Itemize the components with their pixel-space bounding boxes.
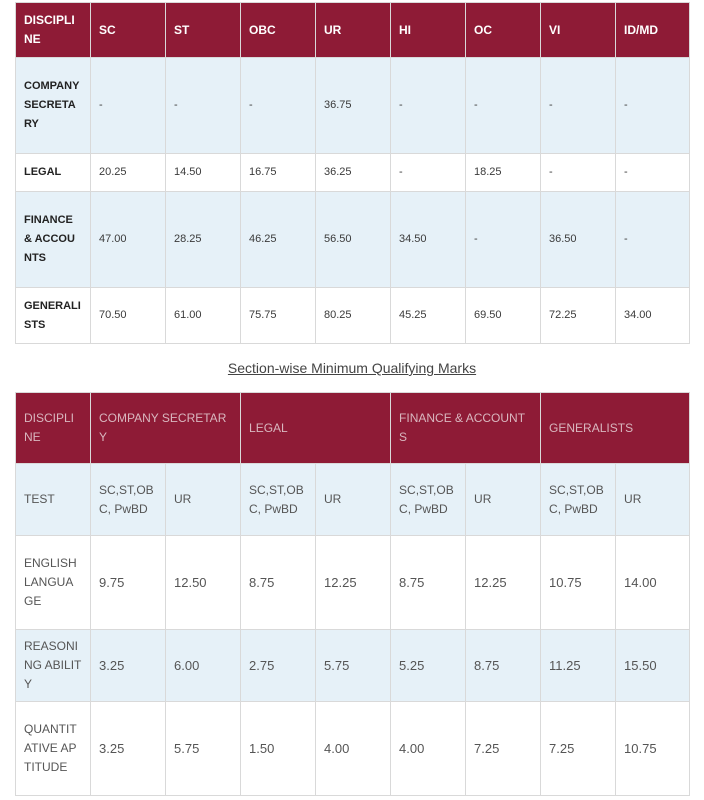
header-cell: OC <box>466 3 541 58</box>
table-cell: 15.50 <box>616 630 690 702</box>
table-cell: - <box>541 154 616 192</box>
subheader-cell: UR <box>616 464 690 536</box>
table-cell: 10.75 <box>616 702 690 796</box>
row-label: REASONING ABILITY <box>16 630 91 702</box>
table-cell: 80.25 <box>316 288 391 344</box>
table-row <box>16 464 690 536</box>
table-cell: 4.00 <box>391 702 466 796</box>
table-cell: 12.25 <box>316 536 391 630</box>
table-cell: 2.75 <box>241 630 316 702</box>
table-row <box>16 58 690 154</box>
header-cell: UR <box>316 3 391 58</box>
table-cell: 3.25 <box>91 702 166 796</box>
table-row <box>16 288 690 344</box>
subheader-cell: UR <box>466 464 541 536</box>
table-cell: 36.75 <box>316 58 391 154</box>
table-cell: 70.50 <box>91 288 166 344</box>
table-cell: - <box>466 58 541 154</box>
header-cell: LEGAL <box>241 393 391 464</box>
table-cell: - <box>616 154 690 192</box>
table-cell: - <box>241 58 316 154</box>
header-cell: COMPANY SECRETARY <box>91 393 241 464</box>
table-cell: 11.25 <box>541 630 616 702</box>
table-row <box>16 154 690 192</box>
table-cell: 12.25 <box>466 536 541 630</box>
table-cell: - <box>616 58 690 154</box>
table-cell: 14.50 <box>166 154 241 192</box>
table-cell: 5.75 <box>316 630 391 702</box>
table-cell: 72.25 <box>541 288 616 344</box>
row-label: FINANCE & ACCOUNTS <box>16 192 91 288</box>
row-label: LEGAL <box>16 154 91 192</box>
row-label: COMPANY SECRETARY <box>16 58 91 154</box>
header-cell: VI <box>541 3 616 58</box>
table-cell: 34.50 <box>391 192 466 288</box>
header-cell: ST <box>166 3 241 58</box>
table-cell: 46.25 <box>241 192 316 288</box>
header-cell: OBC <box>241 3 316 58</box>
table-cell: 8.75 <box>241 536 316 630</box>
table-cell: 47.00 <box>91 192 166 288</box>
table-row <box>16 536 690 630</box>
table-cell: 34.00 <box>616 288 690 344</box>
table-cell: 4.00 <box>316 702 391 796</box>
table-cell: 7.25 <box>541 702 616 796</box>
table-row <box>16 702 690 796</box>
table-cell: - <box>616 192 690 288</box>
table-cell: 69.50 <box>466 288 541 344</box>
table-cell: 6.00 <box>166 630 241 702</box>
caption-text: Section-wise Minimum Qualifying Marks <box>227 360 477 376</box>
category-cutoff-table <box>15 2 690 344</box>
table-cell: - <box>166 58 241 154</box>
table-cell: - <box>91 58 166 154</box>
table-cell: 7.25 <box>466 702 541 796</box>
table-cell: 3.25 <box>91 630 166 702</box>
table-cell: 16.75 <box>241 154 316 192</box>
table-cell: - <box>391 58 466 154</box>
table-cell: 61.00 <box>166 288 241 344</box>
row-label: QUANTITATIVE APTITUDE <box>16 702 91 796</box>
header-cell: HI <box>391 3 466 58</box>
row-label: ENGLISH LANGUAGE <box>16 536 91 630</box>
table-cell: 14.00 <box>616 536 690 630</box>
table-cell: 8.75 <box>391 536 466 630</box>
subheader-cell: SC,ST,OBC, PwBD <box>541 464 616 536</box>
table-cell: 1.50 <box>241 702 316 796</box>
table-cell: 28.25 <box>166 192 241 288</box>
table-cell: 5.75 <box>166 702 241 796</box>
table-cell: 18.25 <box>466 154 541 192</box>
header-cell: FINANCE & ACCOUNTS <box>391 393 541 464</box>
row-label: TEST <box>16 464 91 536</box>
table-cell: 10.75 <box>541 536 616 630</box>
subheader-cell: UR <box>166 464 241 536</box>
header-cell: SC <box>91 3 166 58</box>
table-cell: 56.50 <box>316 192 391 288</box>
table-cell: 45.25 <box>391 288 466 344</box>
header-cell: ID/MD <box>616 3 690 58</box>
table-cell: 36.50 <box>541 192 616 288</box>
subheader-cell: UR <box>316 464 391 536</box>
section-marks-table <box>15 392 690 796</box>
table-cell: - <box>541 58 616 154</box>
table-row <box>16 630 690 702</box>
header-cell: DISCIPLINE <box>16 3 91 58</box>
subheader-cell: SC,ST,OBC, PwBD <box>391 464 466 536</box>
section-caption <box>0 360 704 376</box>
table-cell: 5.25 <box>391 630 466 702</box>
table-cell: - <box>391 154 466 192</box>
header-cell: DISCIPLINE <box>16 393 91 464</box>
table-cell: 75.75 <box>241 288 316 344</box>
table-cell: 12.50 <box>166 536 241 630</box>
header-cell: GENERALISTS <box>541 393 690 464</box>
subheader-cell: SC,ST,OBC, PwBD <box>241 464 316 536</box>
table-header-row <box>16 393 690 464</box>
table-cell: 36.25 <box>316 154 391 192</box>
row-label: GENERALISTS <box>16 288 91 344</box>
subheader-cell: SC,ST,OBC, PwBD <box>91 464 166 536</box>
table-cell: 9.75 <box>91 536 166 630</box>
table-header-row <box>16 3 690 58</box>
table-row <box>16 192 690 288</box>
table-cell: 20.25 <box>91 154 166 192</box>
table-cell: - <box>466 192 541 288</box>
table-cell: 8.75 <box>466 630 541 702</box>
